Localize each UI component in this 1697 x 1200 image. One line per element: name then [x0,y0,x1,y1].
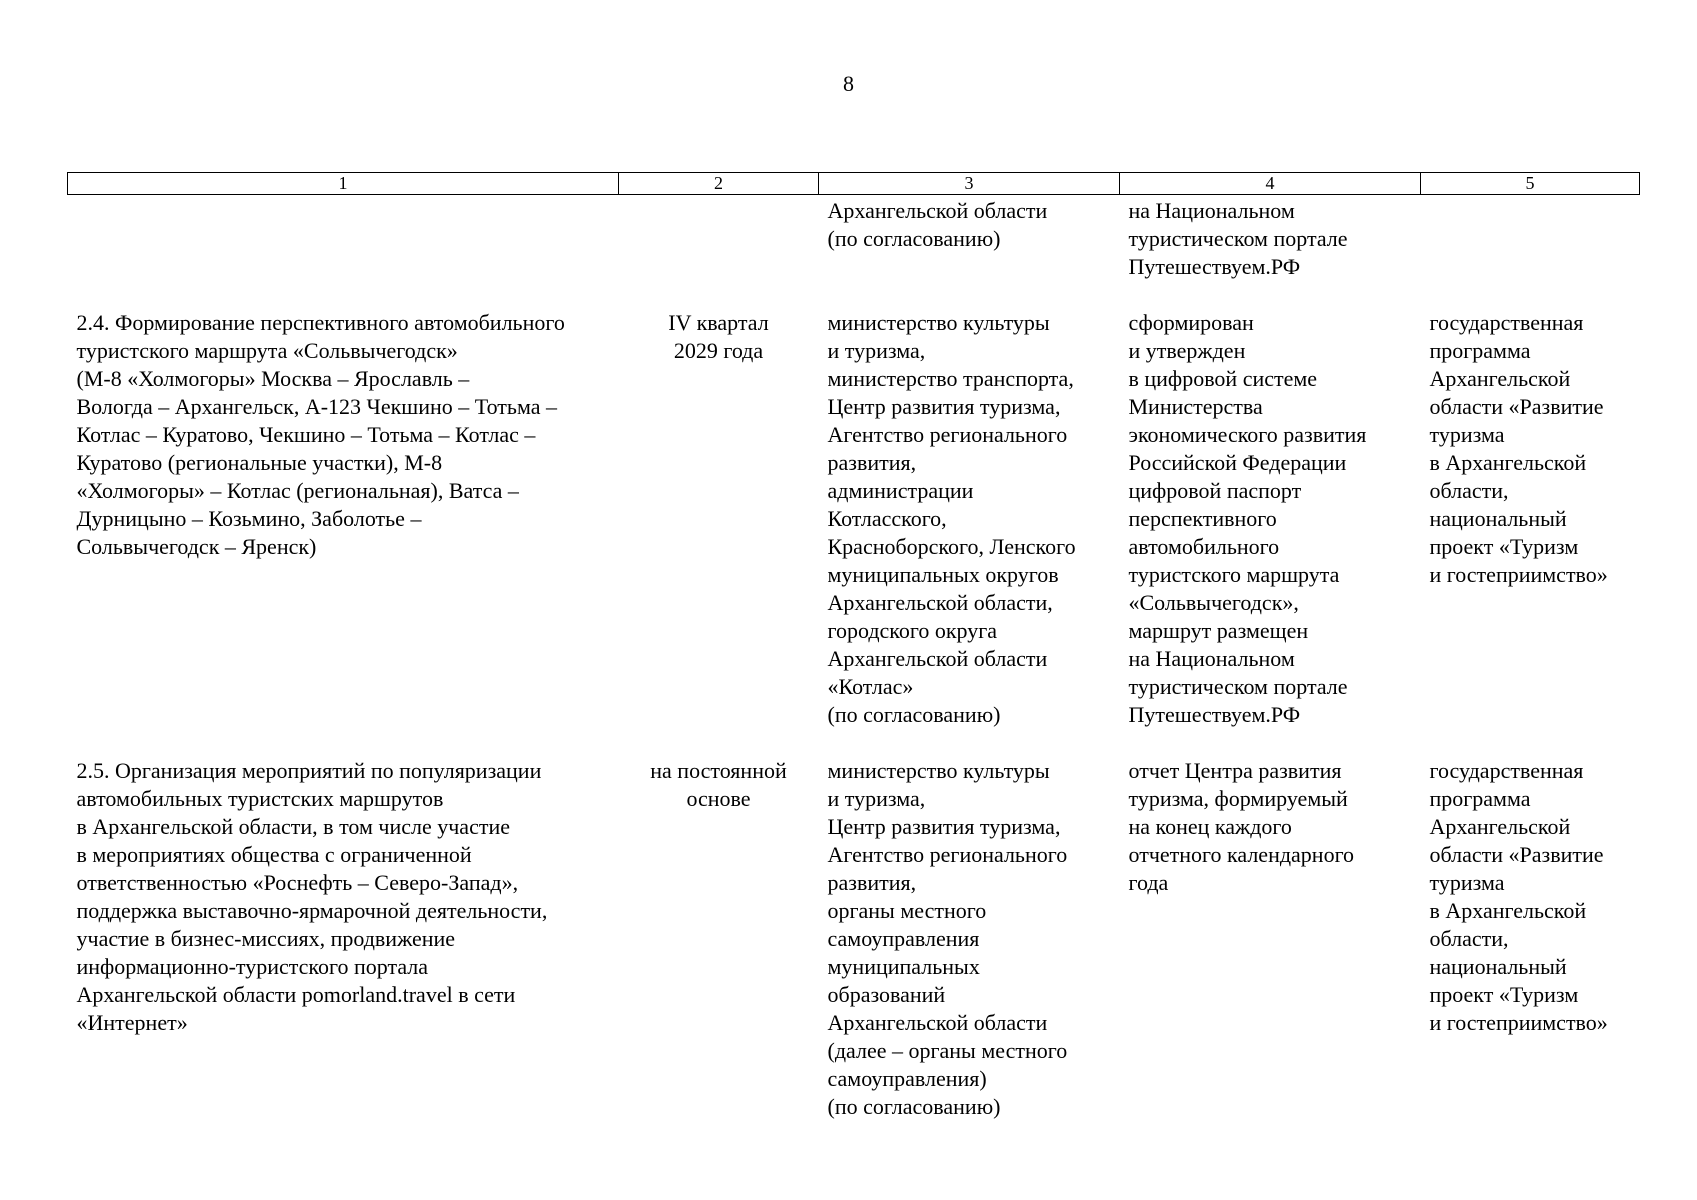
result-cell: сформирован и утвержден в цифровой системе Министерства экономического развития Российской Федерации цифровой паспорт перспективного автомобильного туристского маршрута «Сольвычегодск», маршрут размещен на Национальном туристическом портале Путешествуем.РФ [1128,310,1367,727]
column-number-row [68,173,1640,195]
executors-cell: министерство культуры и туризма, Центр развития туризма, Агентство регионального развития, органы местного самоуправления муниципальных образований Архангельской области (далее – органы местного самоуправления) (по согласованию) [827,758,1068,1119]
executors-cell: министерство культуры и туризма, министерство транспорта, Центр развития туризма, Агентство регионального развития, администрации Котласского, Красноборского, Ленского муниципальных округов Архангельской области, городского округа Архангельской области «Котлас» (по согласованию) [827,310,1076,727]
source-cell: государственная программа Архангельской области «Развитие туризма в Архангельской области, национальный проект «Туризм и гостеприимство» [1429,310,1608,587]
deadline-cell: IV квартал 2029 года [668,310,769,363]
executors-cell: Архангельской области (по согласованию) [827,198,1048,251]
column-header-4: 4 [1120,173,1421,195]
source-cell [1421,195,1640,310]
page-number: 8 [843,71,854,96]
measure-cell [68,195,619,310]
column-header-5: 5 [1421,173,1640,195]
column-header-1: 1 [68,173,619,195]
source-cell: государственная программа Архангельской области «Развитие туризма в Архангельской области, национальный проект «Туризм и гостеприимство» [1429,758,1608,1035]
measure-cell: 2.5. Организация мероприятий по популяризации автомобильных туристских маршрутов в Архангельской области, в том числе участие в мероприятиях общества с ограниченной ответственностью «Роснефть – Северо-Запад», поддержка выставочно-ярмарочной деятельности, участие в бизнес-миссиях, продвижение информационно-туристского портала Архангельской области pomorland.travel в сети «Интернет» [76,758,548,1035]
result-cell: отчет Центра развития туризма, формируемый на конец каждого отчетного календарного года [1128,758,1355,895]
result-cell: на Национальном туристическом портале Путешествуем.РФ [1128,198,1348,279]
measure-cell: 2.4. Формирование перспективного автомобильного туристского маршрута «Сольвычегодск» (М-8 «Холмогоры» Москва – Ярославль – Вологда – Архангельск, А-123 Чекшино – Тотьма – Котлас – Куратово, Чекшино – Тотьма – Котлас – Куратово (региональные участки), М-8 «Холмогоры» – Котлас (региональная), Ватса – Дурницыно – Козьмино, Заболотье – Сольвычегодск – Яренск) [76,310,565,559]
measures-table [67,172,1640,1149]
column-header-2: 2 [619,173,819,195]
deadline-cell: на постоянной основе [650,758,787,811]
deadline-cell [619,195,819,310]
table-row [68,195,1640,310]
table-row [68,757,1640,1149]
column-header-3: 3 [819,173,1120,195]
table-row [68,309,1640,757]
